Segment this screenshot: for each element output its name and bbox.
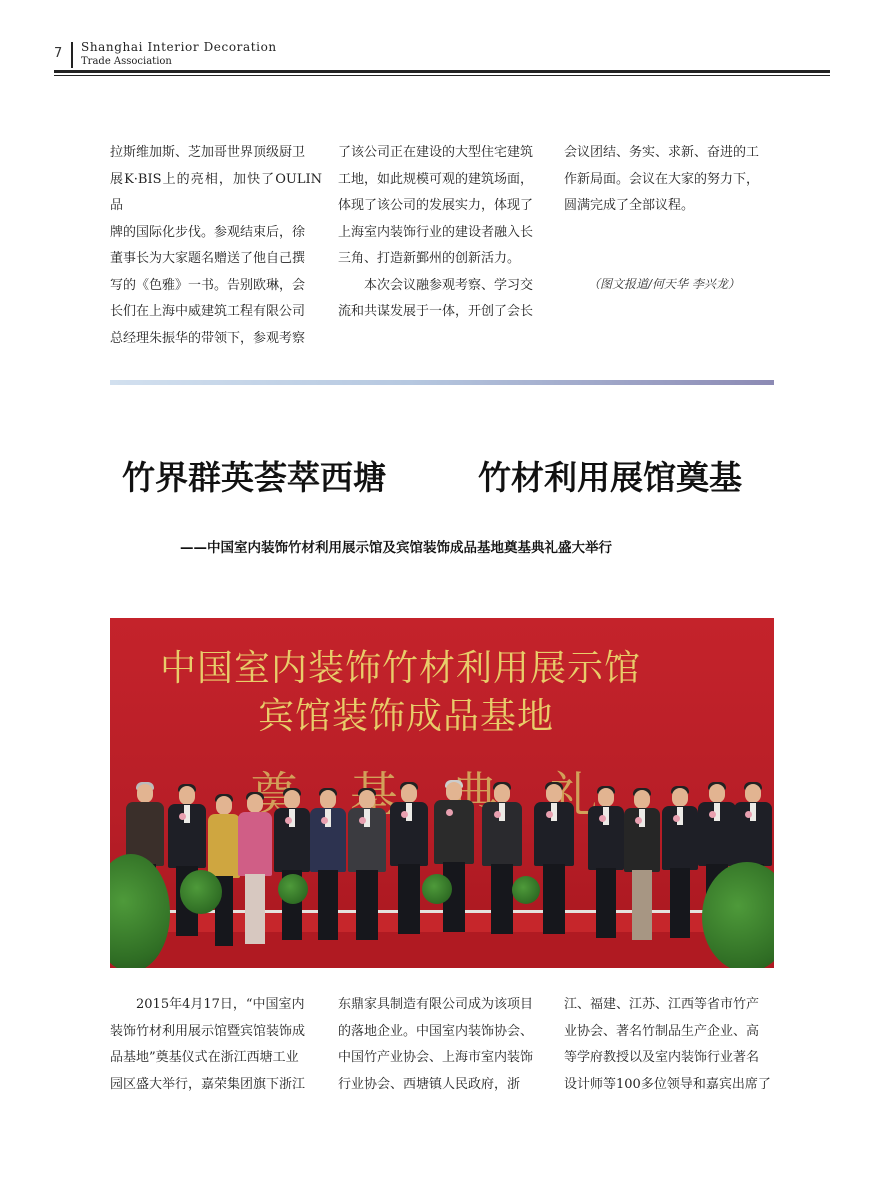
person-figure xyxy=(238,794,272,934)
text-line: 本次会议融参观考察、学习交 xyxy=(364,277,534,293)
article-column-2 xyxy=(338,992,550,1098)
ceremony-photo xyxy=(110,618,774,968)
banner-line-1: 中国室内装饰竹材利用展示馆 xyxy=(160,648,642,689)
potted-plant xyxy=(512,876,540,904)
article-column-3 xyxy=(564,992,776,1098)
article-title-right: 竹材利用展馆奠基 xyxy=(478,458,742,497)
page-number: 7 xyxy=(54,46,63,61)
text-line: 园区盛大举行，嘉荣集团旗下浙江 xyxy=(110,1076,306,1092)
text-line: 东鼎家具制造有限公司成为该项目 xyxy=(338,997,534,1012)
text-line: 中国竹产业协会、上海市室内装饰 xyxy=(338,1050,534,1065)
person-figure xyxy=(588,788,624,934)
text-line: 业协会、著名竹制品生产企业、高 xyxy=(564,1023,760,1039)
text-line: 江、福建、江苏、江西等省市竹产 xyxy=(564,997,760,1012)
top-column-3 xyxy=(564,140,776,220)
person-figure xyxy=(482,784,522,934)
photo-credit: （图文报道/何天华 李兴龙） xyxy=(588,277,740,291)
text-line: 总经理朱振华的带领下，参观考察 xyxy=(110,330,306,346)
person-figure xyxy=(310,790,346,935)
header-divider xyxy=(71,42,73,68)
text-line: 装饰竹材利用展示馆暨宾馆装饰成 xyxy=(110,1023,306,1039)
top-column-1 xyxy=(110,140,322,352)
text-line: 的落地企业。中国室内装饰协会、 xyxy=(338,1023,534,1039)
potted-plant xyxy=(278,874,308,904)
text-line: 董事长为大家题名赠送了他自己撰 xyxy=(110,251,306,266)
text-line: 牌的国际化步伐。参观结束后，徐 xyxy=(110,224,306,240)
article-column-1 xyxy=(110,992,322,1098)
person-figure xyxy=(662,788,698,934)
section-divider xyxy=(110,380,774,385)
person-figure xyxy=(390,784,428,934)
header-rule-thick xyxy=(54,70,830,73)
text-line: 拉斯维加斯、芝加哥世界顶级厨卫 xyxy=(110,145,306,160)
person-figure xyxy=(534,784,574,934)
text-line: 流和共谋发展于一体，开创了会长 xyxy=(338,304,534,319)
text-line: 会议团结、务实、求新、奋进的工 xyxy=(564,145,760,160)
text-line: 上海室内装饰行业的建设者融入长 xyxy=(338,224,534,240)
top-column-2 xyxy=(338,140,550,326)
text-line: 三角、打造新鄞州的创新活力。 xyxy=(338,251,521,266)
org-name: Shanghai Interior Decoration xyxy=(81,40,277,54)
text-line: 工地，如此规模可观的建筑场面， xyxy=(338,171,534,187)
potted-plant xyxy=(180,870,222,914)
text-line: 写的《色雅》一书。告别欧琳，会 xyxy=(110,277,306,293)
article-subtitle: ——中国室内装饰竹材利用展示馆及宾馆装饰成品基地奠基典礼盛大举行 xyxy=(180,540,612,556)
person-figure xyxy=(348,790,386,935)
header-rule-thin xyxy=(54,75,830,76)
org-subtitle: Trade Association xyxy=(81,56,172,67)
text-line: 展K·BIS上的亮相，加快了OULIN品 xyxy=(110,171,322,213)
text-line: 体现了该公司的发展实力，体现了 xyxy=(338,198,534,213)
text-line: 圆满完成了全部议程。 xyxy=(564,198,695,213)
text-line: 设计师等100多位领导和嘉宾出席了 xyxy=(564,1076,771,1092)
text-line: 作新局面。会议在大家的努力下， xyxy=(564,171,760,187)
person-figure xyxy=(274,790,310,935)
potted-plant xyxy=(422,874,452,904)
person-figure xyxy=(208,796,240,936)
text-line: 2015年4月17日，“中国室内 xyxy=(136,997,305,1012)
text-line: 等学府教授以及室内装饰行业著名 xyxy=(564,1050,760,1065)
article-title-left: 竹界群英荟萃西塘 xyxy=(122,458,386,497)
person-figure xyxy=(624,790,660,934)
text-line: 长们在上海中威建筑工程有限公司 xyxy=(110,304,306,319)
person-figure xyxy=(434,782,474,934)
text-line: 行业协会、西塘镇人民政府，浙 xyxy=(338,1076,521,1092)
text-line: 了该公司正在建设的大型住宅建筑 xyxy=(338,145,534,160)
banner-line-2: 宾馆装饰成品基地 xyxy=(258,696,555,737)
text-line: 品基地”奠基仪式在浙江西塘工业 xyxy=(110,1050,299,1065)
